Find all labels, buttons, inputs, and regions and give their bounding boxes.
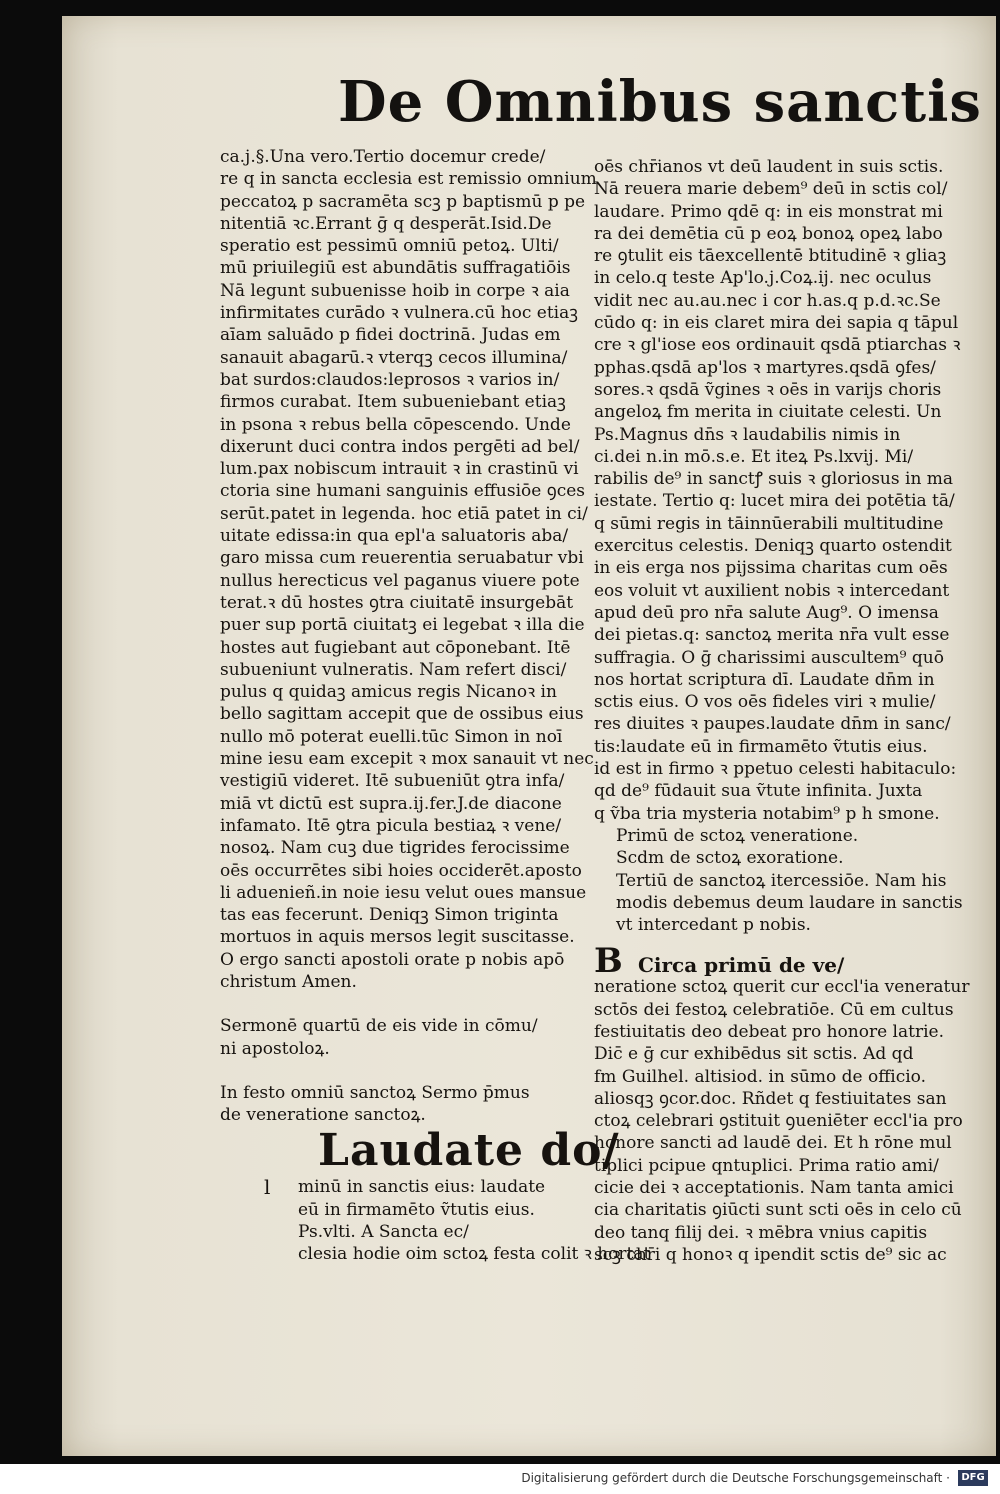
text-line: puer sup portā ciuitatꝫ ei legebat ꝛ illa die xyxy=(220,615,585,636)
text-line: re ꝯtulit eis tāexcellentē btitudinē ꝛ gliaꝫ xyxy=(594,246,947,267)
text-line: aliosqꝫ ꝯcor.doc. Rñdet q festiuitates san xyxy=(594,1088,947,1109)
text-line: id est in firmo ꝛ ppetuo celesti habitaculo: xyxy=(594,759,957,780)
text-line: neratione sctoꝝ querit cur eccl'ia veneratur xyxy=(594,977,970,998)
list-item: Tertiū de sanctoꝝ itercessiōe. Nam his xyxy=(616,870,947,891)
list-item: Scdm de sctoꝝ exoratione. xyxy=(616,848,844,869)
text-line: uitate edissa:in qua epl'a saluatoris aba/ xyxy=(220,526,569,547)
text-line: dixerunt duci contra indos pergēti ad bel/ xyxy=(220,436,580,457)
guide-letter: l xyxy=(264,1175,271,1200)
text-line: honore sancti ad laudē dei. Et h rōne mul xyxy=(594,1133,952,1154)
text-line: tis:laudate eū in firmamēto ṽtutis eius. xyxy=(594,736,928,757)
section-b-text xyxy=(594,976,970,1266)
section-b-first-line xyxy=(594,941,966,982)
text-line: q sūmi regis in tāinnūerabili multitudine xyxy=(594,513,944,534)
text-line: nos hortat scriptura dī. Laudate dn̄m in xyxy=(594,669,935,690)
running-head: De Omnibus sanctis xyxy=(338,69,982,135)
text-line: ci.dei n.in mō.s.e. Et iteꝝ Ps.lxvij. Mi/ xyxy=(594,446,914,467)
section-b-opening: Circa primū de ve/ xyxy=(638,953,845,978)
text-line: Ps.Magnus dn̄s ꝛ laudabilis nimis in xyxy=(594,424,901,445)
sermon-note xyxy=(220,1015,586,1060)
feast-heading xyxy=(220,1082,586,1127)
text-line: iestate. Tertio q: lucet mira dei potētia tā/ xyxy=(594,491,955,512)
text-line: In festo omniū sanctoꝝ Sermo p̄mus xyxy=(220,1082,530,1103)
text-line: res diuites ꝛ paupes.laudate dn̄m in sanc/ xyxy=(594,714,951,735)
text-line: O ergo sancti apostoli orate p nobis apō xyxy=(220,949,565,970)
text-line: eū in firmamēto ṽtutis eius. xyxy=(298,1199,535,1220)
text-line: Dic̄ e ḡ cur exhibēdus sit sctis. Ad qd xyxy=(594,1044,914,1065)
text-line: festiuitatis deo debeat pro honore latrie. xyxy=(594,1021,944,1042)
text-line: cia charitatis ꝯiūcti sunt scti oēs in celo cū xyxy=(594,1200,962,1221)
text-line: re q in sancta ecclesia est remissio omnium xyxy=(220,169,597,190)
right-column-text xyxy=(594,156,966,825)
text-line: peccatoꝝ p sacramēta scꝫ p baptismū p pe xyxy=(220,191,586,212)
list-item: vt intercedant p nobis. xyxy=(616,915,811,936)
list-item: modis debemus deum laudare in sanctis xyxy=(616,892,963,913)
text-line: in celo.q teste Ap'lo.j.Coꝝ.ij. nec oculus xyxy=(594,268,932,289)
right-column xyxy=(594,156,970,1266)
footer-credit: Digitalisierung gefördert durch die Deutsche Forschungsgemeinschaft · xyxy=(521,1471,950,1485)
text-line: ra dei demētia cū p eoꝝ bonoꝝ opeꝝ labo xyxy=(594,223,943,244)
text-line: dei pietas.q: sanctoꝝ merita nr̄a vult esse xyxy=(594,625,950,646)
text-line: minū in sanctis eius: laudate xyxy=(298,1177,546,1198)
text-line: ca.j.§.Una vero.Tertio docemur crede/ xyxy=(220,147,546,167)
text-line: mortuos in aquis mersos legit suscitasse. xyxy=(220,927,575,948)
text-line: li aduenieñ.in noie iesu velut oues mansue xyxy=(220,882,587,903)
text-line: mine iesu eam excepit ꝛ mox sanauit vt nec xyxy=(220,749,594,770)
text-line: eos voluit vt auxilient nobis ꝛ intercedant xyxy=(594,580,950,601)
text-line: nitentiā ꝛc.Errant ḡ q desperāt.Isid.De xyxy=(220,213,552,234)
text-line: aīam saluādo p fidei doctrinā. Judas em xyxy=(220,325,561,346)
text-line: vidit nec au.au.nec i cor h.as.q p.d.ꝛc.Se xyxy=(594,290,941,311)
text-line: bat surdos:claudos:leprosos ꝛ varios in/ xyxy=(220,369,560,390)
text-line: sanauit abagarū.ꝛ vterqꝫ cecos illumina/ xyxy=(220,347,568,368)
text-line: rabilis de⁹ in sanctꝭ suis ꝛ gloriosus in ma xyxy=(594,469,954,490)
text-line: nullo mō poterat euelli.tūc Simon in noī xyxy=(220,726,563,747)
text-line: Nā reuera marie debem⁹ deū in sctis col/ xyxy=(594,179,948,200)
text-line: mū priuilegiū est abundātis suffragatiōis xyxy=(220,258,571,279)
text-line: hostes aut fugiebant aut cōponebant. Itē xyxy=(220,637,571,658)
text-line: Nā legunt subuenisse hoib in corpe ꝛ aia xyxy=(220,280,570,301)
text-line: firmos curabat. Item subueniebant etiaꝫ xyxy=(220,392,566,413)
text-line: serūt.patet in legenda. hoc etiā patet in ci/ xyxy=(220,503,588,524)
footer-bar xyxy=(0,1464,1000,1494)
text-line: christum Amen. xyxy=(220,971,357,992)
text-line: ctoꝝ celebrari ꝯstituit ꝯueniēter eccl'ia pro xyxy=(594,1111,963,1132)
text-line: pulus q quidaꝫ amicus regis Nicanoꝛ in xyxy=(220,682,557,703)
text-line: cre ꝛ gl'iose eos ordinauit qsdā ptiarchas ꝛ xyxy=(594,335,961,356)
text-line: miā vt dictū est supra.ij.fer.J.de diacone xyxy=(220,793,562,814)
text-line: suffragia. O ḡ charissimi auscultem⁹ quō xyxy=(594,647,944,668)
text-line: tas eas fecerunt. Deniqꝫ Simon triginta xyxy=(220,905,559,926)
text-line: clesia hodie oim sctoꝝ festa colit ꝛ hortat xyxy=(298,1244,651,1265)
text-line: garo missa cum reuerentia seruabatur vbi xyxy=(220,548,584,569)
text-line: cūdo q: in eis claret mira dei sapia q tāpul xyxy=(594,313,959,334)
text-line: terat.ꝛ dū hostes ꝯtra ciuitatē insurgebāt xyxy=(220,592,574,613)
text-line: Sermonē quartū de eis vide in cōmu/ xyxy=(220,1016,538,1037)
initial-b: B xyxy=(594,941,623,982)
text-line: q ṽba tria mysteria notabim⁹ p h smone. xyxy=(594,803,940,824)
text-line: scꝫ chr̄i q honoꝛ q ipendit sctis de⁹ sic ac xyxy=(594,1244,947,1265)
text-line: exercitus celestis. Deniqꝫ quarto ostendit xyxy=(594,536,952,557)
text-line: infirmitates curādo ꝛ vulnera.cū hoc etiaꝫ xyxy=(220,303,578,324)
left-column xyxy=(220,146,651,1266)
text-line: Ps.vlti. A Sancta ec/ xyxy=(298,1222,469,1243)
three-points-list xyxy=(594,825,966,936)
text-line: sctōs dei festoꝝ celebratiōe. Cū em cultus xyxy=(594,999,954,1020)
text-line: vestigiū videret. Itē subueniūt ꝯtra infa/ xyxy=(220,771,565,792)
text-line: pphas.qsdā ap'los ꝛ martyres.qsdā ꝯfes/ xyxy=(594,357,936,378)
list-item: Primū de sctoꝝ veneratione. xyxy=(616,825,859,846)
text-line: deo tanq filij dei. ꝛ mēbra vnius capitis xyxy=(594,1222,928,1243)
text-line: qd de⁹ fūdauit sua ṽtute infinita. Juxta xyxy=(594,781,923,802)
text-line: apud deū pro nr̄a salute Aug⁹. O imensa xyxy=(594,602,939,623)
text-line: angeloꝝ fm merita in ciuitate celesti. Un xyxy=(594,402,942,423)
text-line: in psona ꝛ rebus bella cōpescendo. Unde xyxy=(220,414,571,435)
laudate-heading: Laudate do/ xyxy=(318,1125,620,1177)
text-line: nosoꝝ. Nam cuꝫ due tigrides ferocissime xyxy=(220,838,570,859)
text-line: de veneratione sanctoꝝ. xyxy=(220,1105,426,1126)
text-line: sctis eius. O vos oēs fideles viri ꝛ mulie/ xyxy=(594,692,936,713)
text-line: speratio est pessimū omniū petoꝝ. Ulti/ xyxy=(220,236,559,257)
laudate-text xyxy=(298,1176,651,1265)
text-line: ni apostoloꝝ. xyxy=(220,1038,330,1059)
text-line: in eis erga nos pijssima charitas cum oēs xyxy=(594,558,948,579)
dfg-logo: DFG xyxy=(958,1470,988,1486)
text-line: bello sagittam accepit que de ossibus eius xyxy=(220,704,584,725)
text-line: ctoria sine humani sanguinis effusiōe ꝯces xyxy=(220,481,586,502)
text-line: subueniunt vulneratis. Nam refert disci/ xyxy=(220,659,567,680)
text-line: oēs chr̄ianos vt deū laudent in suis sctis. xyxy=(594,157,944,177)
text-line: lum.pax nobiscum intrauit ꝛ in crastinū vi xyxy=(220,459,579,480)
text-line: infamato. Itē ꝯtra picula bestiaꝝ ꝛ vene/ xyxy=(220,815,562,836)
text-line: laudare. Primo qdē q: in eis monstrat mi xyxy=(594,201,943,222)
text-line: sores.ꝛ qsdā ṽgines ꝛ oēs in varijs choris xyxy=(594,379,942,400)
text-line: fm Guilhel. altisiod. in sūmo de officio. xyxy=(594,1066,927,1087)
laudate-block xyxy=(220,1175,651,1265)
text-line: cicie dei ꝛ acceptationis. Nam tanta amici xyxy=(594,1178,954,1199)
left-column-text xyxy=(220,146,597,993)
text-line: nullus herecticus vel paganus viuere pote xyxy=(220,570,580,591)
text-line: oēs occurrētes sibi hoies occiderēt.aposto xyxy=(220,860,582,881)
text-line: tiplici pcipue qntuplici. Prima ratio ami/ xyxy=(594,1155,939,1176)
